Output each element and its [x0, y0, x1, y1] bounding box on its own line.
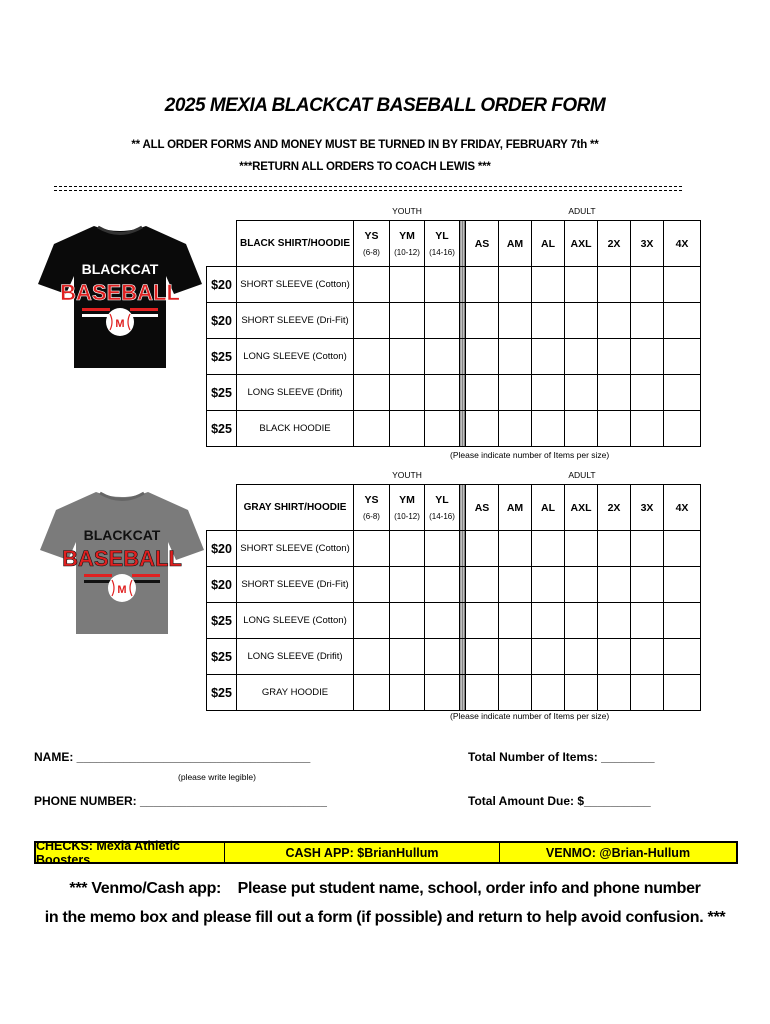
size-3x: 3X: [631, 221, 664, 267]
quantity-cell[interactable]: [664, 567, 701, 603]
quantity-cell[interactable]: [425, 339, 460, 375]
item-name-cell: SHORT SLEEVE (Dri-Fit): [237, 303, 354, 339]
quantity-cell[interactable]: [425, 603, 460, 639]
footer-instructions-line2: in the memo box and please fill out a form (if possible) and return to help avoid confusion. ***: [44, 909, 726, 926]
quantity-cell[interactable]: [466, 675, 499, 711]
size-ym: YM (10-12): [390, 221, 425, 267]
quantity-cell[interactable]: [664, 411, 701, 447]
black-item-row: [207, 303, 701, 339]
gray-shirt-text-main: BASEBALL: [62, 546, 182, 571]
quantity-cell[interactable]: [664, 375, 701, 411]
price-cell: $25: [207, 339, 237, 375]
quantity-cell[interactable]: [565, 639, 598, 675]
quantity-cell[interactable]: [499, 375, 532, 411]
quantity-cell[interactable]: [499, 567, 532, 603]
quantity-cell[interactable]: [532, 675, 565, 711]
gray-header-row: [207, 485, 701, 531]
size-axl: AXL: [565, 485, 598, 531]
quantity-cell[interactable]: [466, 375, 499, 411]
quantity-cell[interactable]: [390, 411, 425, 447]
quantity-cell[interactable]: [354, 639, 390, 675]
quantity-cell[interactable]: [390, 339, 425, 375]
quantity-cell[interactable]: [354, 303, 390, 339]
form-title: 2025 MEXIA BLACKCAT BASEBALL ORDER FORM: [164, 95, 606, 116]
checks-payment: CHECKS: Mexia Athletic Boosters: [36, 843, 225, 862]
size-am: AM: [499, 221, 532, 267]
quantity-cell[interactable]: [466, 267, 499, 303]
gray-item-row: [207, 639, 701, 675]
quantity-cell[interactable]: [565, 675, 598, 711]
quantity-cell[interactable]: [466, 639, 499, 675]
quantity-cell[interactable]: [466, 603, 499, 639]
quantity-cell[interactable]: [425, 303, 460, 339]
quantity-cell[interactable]: [532, 303, 565, 339]
item-name-cell: SHORT SLEEVE (Cotton): [237, 267, 354, 303]
quantity-cell[interactable]: [354, 411, 390, 447]
gray-item-row: [207, 603, 701, 639]
size-3x: 3X: [631, 485, 664, 531]
quantity-cell[interactable]: [499, 639, 532, 675]
size-as: AS: [466, 485, 499, 531]
quantity-cell[interactable]: [664, 675, 701, 711]
size-ym: YM (10-12): [390, 485, 425, 531]
cashapp-payment: CASH APP: $BrianHullum: [225, 843, 500, 862]
quantity-cell[interactable]: [425, 267, 460, 303]
quantity-cell[interactable]: [425, 411, 460, 447]
price-cell: $20: [207, 267, 237, 303]
quantity-cell[interactable]: [598, 303, 631, 339]
price-cell: $20: [207, 567, 237, 603]
quantity-cell[interactable]: [466, 411, 499, 447]
quantity-cell[interactable]: [499, 411, 532, 447]
quantity-cell[interactable]: [631, 411, 664, 447]
black-order-table: [206, 220, 701, 447]
item-name-cell: SHORT SLEEVE (Cotton): [237, 531, 354, 567]
divider: [54, 186, 682, 191]
gray-youth-label: YOUTH: [392, 470, 422, 480]
total-due-field[interactable]: Total Amount Due: $__________: [468, 794, 651, 808]
item-name-cell: LONG SLEEVE (Drifit): [237, 639, 354, 675]
size-4x: 4X: [664, 221, 701, 267]
size-ys: YS (6-8): [354, 221, 390, 267]
quantity-cell[interactable]: [499, 603, 532, 639]
quantity-cell[interactable]: [532, 411, 565, 447]
quantity-cell[interactable]: [532, 603, 565, 639]
quantity-cell[interactable]: [631, 375, 664, 411]
quantity-cell[interactable]: [390, 567, 425, 603]
quantity-cell[interactable]: [565, 339, 598, 375]
price-cell: $25: [207, 603, 237, 639]
black-shirt-text-main: BASEBALL: [60, 280, 180, 305]
quantity-cell[interactable]: [631, 603, 664, 639]
price-cell: $25: [207, 639, 237, 675]
quantity-cell[interactable]: [598, 675, 631, 711]
deadline-notice: ** ALL ORDER FORMS AND MONEY MUST BE TURNED IN BY FRIDAY, FEBRUARY 7th **: [131, 139, 599, 151]
quantity-cell[interactable]: [598, 267, 631, 303]
quantity-cell[interactable]: [565, 375, 598, 411]
quantity-cell[interactable]: [598, 339, 631, 375]
quantity-cell[interactable]: [598, 567, 631, 603]
item-name-cell: SHORT SLEEVE (Dri-Fit): [237, 567, 354, 603]
name-field[interactable]: NAME: ___________________________________: [34, 750, 311, 764]
size-2x: 2X: [598, 221, 631, 267]
black-header-row: [207, 221, 701, 267]
gray-item-row: [207, 675, 701, 711]
black-size-note: (Please indicate number of Items per size): [450, 450, 610, 460]
black-adult-label: ADULT: [568, 206, 596, 216]
quantity-cell[interactable]: [664, 339, 701, 375]
quantity-cell[interactable]: [354, 375, 390, 411]
svg-text:M: M: [117, 584, 127, 596]
black-header-label: BLACK SHIRT/HOODIE: [237, 221, 354, 267]
quantity-cell[interactable]: [631, 303, 664, 339]
size-al: AL: [532, 485, 565, 531]
size-axl: AXL: [565, 221, 598, 267]
size-al: AL: [532, 221, 565, 267]
quantity-cell[interactable]: [631, 531, 664, 567]
quantity-cell[interactable]: [565, 303, 598, 339]
size-yl: YL (14-16): [425, 485, 460, 531]
quantity-cell[interactable]: [499, 339, 532, 375]
item-name-cell: GRAY HOODIE: [237, 675, 354, 711]
gray-shirt-text-top: BLACKCAT: [83, 527, 161, 543]
size-ys: YS (6-8): [354, 485, 390, 531]
gray-item-row: [207, 531, 701, 567]
gray-adult-label: ADULT: [568, 470, 596, 480]
black-item-row: [207, 375, 701, 411]
quantity-cell[interactable]: [631, 567, 664, 603]
quantity-cell[interactable]: [354, 531, 390, 567]
quantity-cell[interactable]: [425, 567, 460, 603]
quantity-cell[interactable]: [425, 675, 460, 711]
total-items-field[interactable]: Total Number of Items: ________: [468, 750, 655, 764]
quantity-cell[interactable]: [664, 531, 701, 567]
quantity-cell[interactable]: [390, 303, 425, 339]
quantity-cell[interactable]: [532, 267, 565, 303]
quantity-cell[interactable]: [354, 675, 390, 711]
payment-bar: [34, 838, 738, 867]
quantity-cell[interactable]: [532, 531, 565, 567]
quantity-cell[interactable]: [532, 567, 565, 603]
price-cell: $25: [207, 411, 237, 447]
quantity-cell[interactable]: [390, 639, 425, 675]
quantity-cell[interactable]: [565, 531, 598, 567]
item-name-cell: LONG SLEEVE (Drifit): [237, 375, 354, 411]
quantity-cell[interactable]: [598, 375, 631, 411]
quantity-cell[interactable]: [499, 531, 532, 567]
quantity-cell[interactable]: [466, 567, 499, 603]
quantity-cell[interactable]: [664, 603, 701, 639]
svg-text:M: M: [115, 318, 125, 330]
quantity-cell[interactable]: [565, 603, 598, 639]
size-4x: 4X: [664, 485, 701, 531]
quantity-cell[interactable]: [664, 303, 701, 339]
gray-shirt-image: [38, 488, 206, 638]
price-cell: $20: [207, 531, 237, 567]
return-notice: ***RETURN ALL ORDERS TO COACH LEWIS ***: [239, 161, 491, 173]
item-name-cell: LONG SLEEVE (Cotton): [237, 339, 354, 375]
quantity-cell[interactable]: [598, 639, 631, 675]
name-hint: (please write legible): [178, 772, 256, 782]
quantity-cell[interactable]: [532, 639, 565, 675]
quantity-cell[interactable]: [664, 639, 701, 675]
quantity-cell[interactable]: [532, 339, 565, 375]
black-youth-label: YOUTH: [392, 206, 422, 216]
venmo-payment: VENMO: @Brian-Hullum: [545, 845, 691, 860]
black-shirt-image: [36, 222, 204, 372]
item-name-cell: LONG SLEEVE (Cotton): [237, 603, 354, 639]
item-name-cell: BLACK HOODIE: [237, 411, 354, 447]
quantity-cell[interactable]: [565, 267, 598, 303]
quantity-cell[interactable]: [664, 267, 701, 303]
quantity-cell[interactable]: [354, 267, 390, 303]
size-yl: YL (14-16): [425, 221, 460, 267]
quantity-cell[interactable]: [466, 531, 499, 567]
quantity-cell[interactable]: [565, 567, 598, 603]
gray-item-row: [207, 567, 701, 603]
quantity-cell[interactable]: [354, 339, 390, 375]
size-am: AM: [499, 485, 532, 531]
quantity-cell[interactable]: [390, 675, 425, 711]
quantity-cell[interactable]: [466, 303, 499, 339]
quantity-cell[interactable]: [390, 603, 425, 639]
price-cell: $20: [207, 303, 237, 339]
gray-header-label: GRAY SHIRT/HOODIE: [237, 485, 354, 531]
quantity-cell[interactable]: [390, 375, 425, 411]
quantity-cell[interactable]: [499, 303, 532, 339]
size-as: AS: [466, 221, 499, 267]
quantity-cell[interactable]: [598, 411, 631, 447]
black-item-row: [207, 267, 701, 303]
black-item-row: [207, 339, 701, 375]
quantity-cell[interactable]: [425, 531, 460, 567]
quantity-cell[interactable]: [390, 531, 425, 567]
quantity-cell[interactable]: [466, 339, 499, 375]
quantity-cell[interactable]: [532, 375, 565, 411]
quantity-cell[interactable]: [631, 675, 664, 711]
black-shirt-text-top: BLACKCAT: [81, 261, 159, 277]
quantity-cell[interactable]: [499, 267, 532, 303]
price-cell: $25: [207, 675, 237, 711]
quantity-cell[interactable]: [425, 639, 460, 675]
quantity-cell[interactable]: [631, 639, 664, 675]
quantity-cell[interactable]: [499, 675, 532, 711]
black-item-row: [207, 411, 701, 447]
quantity-cell[interactable]: [425, 375, 460, 411]
gray-size-note: (Please indicate number of Items per size): [450, 711, 610, 721]
size-2x: 2X: [598, 485, 631, 531]
quantity-cell[interactable]: [354, 567, 390, 603]
gray-order-table: [206, 484, 701, 711]
quantity-cell[interactable]: [631, 267, 664, 303]
quantity-cell[interactable]: [390, 267, 425, 303]
phone-field[interactable]: PHONE NUMBER: ____________________________: [34, 794, 327, 808]
quantity-cell[interactable]: [631, 339, 664, 375]
quantity-cell[interactable]: [598, 531, 631, 567]
quantity-cell[interactable]: [354, 603, 390, 639]
quantity-cell[interactable]: [598, 603, 631, 639]
price-cell: $25: [207, 375, 237, 411]
quantity-cell[interactable]: [565, 411, 598, 447]
footer-instructions-line1: *** Venmo/Cash app: Please put student name, school, order info and phone number: [69, 880, 701, 897]
